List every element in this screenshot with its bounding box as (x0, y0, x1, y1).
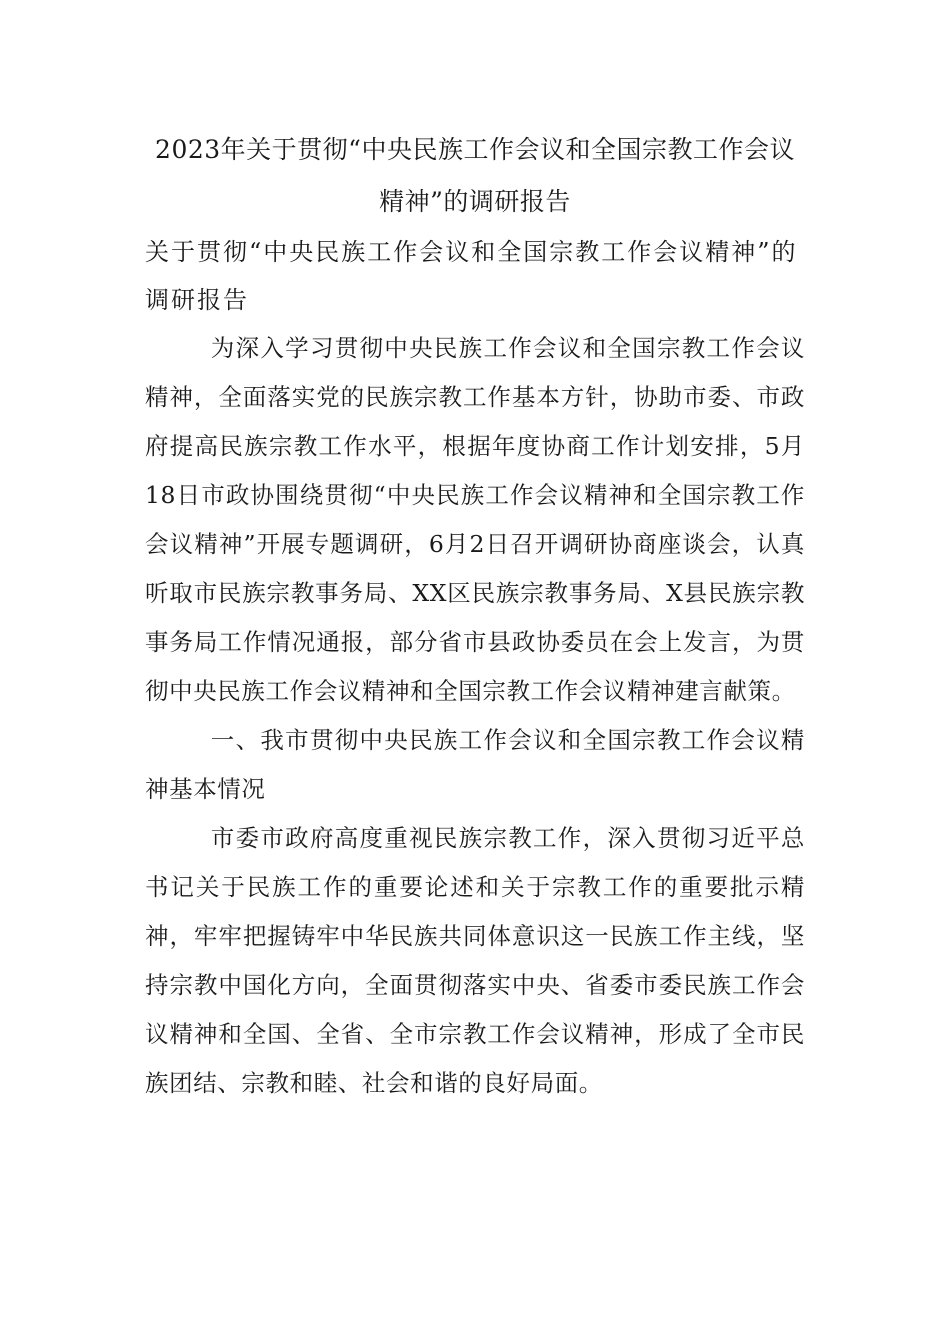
section-1-paragraph: 市委市政府高度重视民族宗教工作，深入贯彻习近平总书记关于民族工作的重要论述和关于宗教工作的重要批示精神，牢牢把握铸牢中华民族共同体意识这一民族工作主线，坚持宗教中国化方向，全面贯彻落实中央、省委市委民族工作会议精神和全国、全省、全市宗教工作会议精神，形成了全市民族团结、宗教和睦、社会和谐的良好局面。 (145, 824, 805, 1097)
document-body (145, 124, 805, 1108)
intro-paragraph: 为深入学习贯彻中央民族工作会议和全国宗教工作会议精神，全面落实党的民族宗教工作基本方针，协助市委、市政府提高民族宗教工作水平，根据年度协商工作计划安排，5月18日市政协围绕贯彻“中央民族工作会议精神和全国宗教工作会议精神”开展专题调研，6月2日召开调研协商座谈会，认真听取市民族宗教事务局、XX区民族宗教事务局、X县民族宗教事务局工作情况通报，部分省市县政协委员在会上发言，为贯彻中央民族工作会议精神和全国宗教工作会议精神建言献策。 (145, 334, 805, 705)
section-heading-1: 一、我市贯彻中央民族工作会议和全国宗教工作会议精神基本情况 (145, 726, 805, 803)
document-subtitle: 关于贯彻“中央民族工作会议和全国宗教工作会议精神”的调研报告 (145, 238, 798, 314)
document-title: 2023年关于贯彻“中央民族工作会议和全国宗教工作会议精神”的调研报告 (155, 135, 795, 216)
